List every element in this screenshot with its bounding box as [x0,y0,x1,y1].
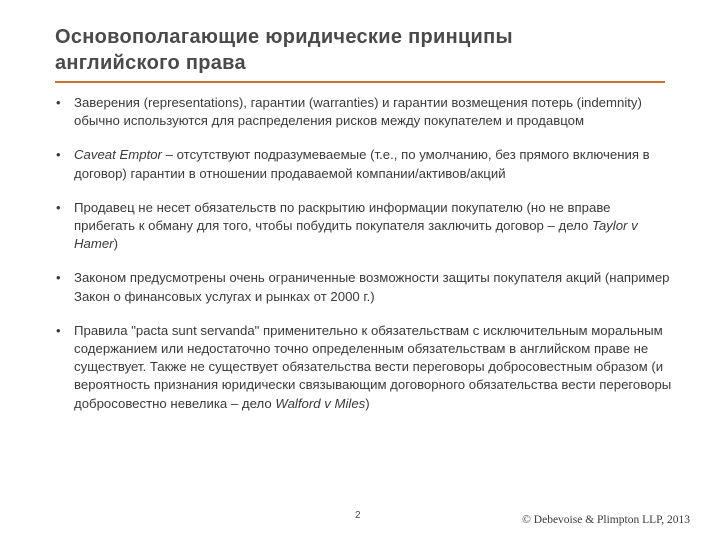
bullet-dot-icon: • [56,270,61,286]
bullet-text-end: ) [365,395,370,411]
bullet-dot-icon: • [56,147,61,163]
bullet-text: Правила "pacta sunt servanda" применительно к обязательствам с исключительным моральным содержанием или недостаточно точно определенным обязательствам в английском праве не существует. Также не существует обязательства вести переговоры добросовестным образом (и вероятность признания юридически связывающим договорного обязательства вести переговоры добросовестно невелика – дело [74,322,672,411]
bullet-list [55,94,675,413]
bullet-text: Продавец не несет обязательств по раскрытию информации покупателю (но не вправе прибегать к обману для того, чтобы побудить покупателя заключить договор – дело [74,199,611,234]
bullet-text-end: ) [113,236,118,252]
bullet-item-4 [55,269,675,305]
bullet-text: Заверения (representations), гарантии (warranties) и гарантии возмещения потерь (indemnity) обычно используются для распределения рисков между покупателем и продавцом [74,95,642,129]
bullet-dot-icon: • [56,322,61,338]
bullet-dot-icon: • [56,199,61,215]
bullet-item-1 [55,94,675,130]
slide-title-line-1: Основополагающие юридические принципы [55,26,513,48]
bullet-item-2 [55,146,675,182]
bullet-case-name: Taylor v Hamer [74,218,638,252]
copyright-notice: © Debevoise & Plimpton LLP, 2013 [522,514,690,526]
page-number: 2 [355,510,361,521]
bullet-text: Законом предусмотрены очень ограниченные возможности защиты покупателя акций (например Закон о финансовых услугах и рынках от 2000 г.) [74,270,670,304]
bullet-item-5 [55,322,675,413]
bullet-item-3 [55,199,675,254]
bullet-italic-term: Caveat Emptor [74,147,162,163]
bullet-dot-icon: • [56,95,61,110]
bullet-case-name: Walford v Miles [275,395,366,411]
bullet-text: – отсутствуют подразумеваемые (т.е., по умолчанию, без прямого включения в договор) гарантии в отношении продаваемой компании/активов/акций [74,147,650,181]
slide-title-line-2: английского права [55,52,246,74]
slide-title [55,24,675,76]
title-divider [55,81,665,83]
